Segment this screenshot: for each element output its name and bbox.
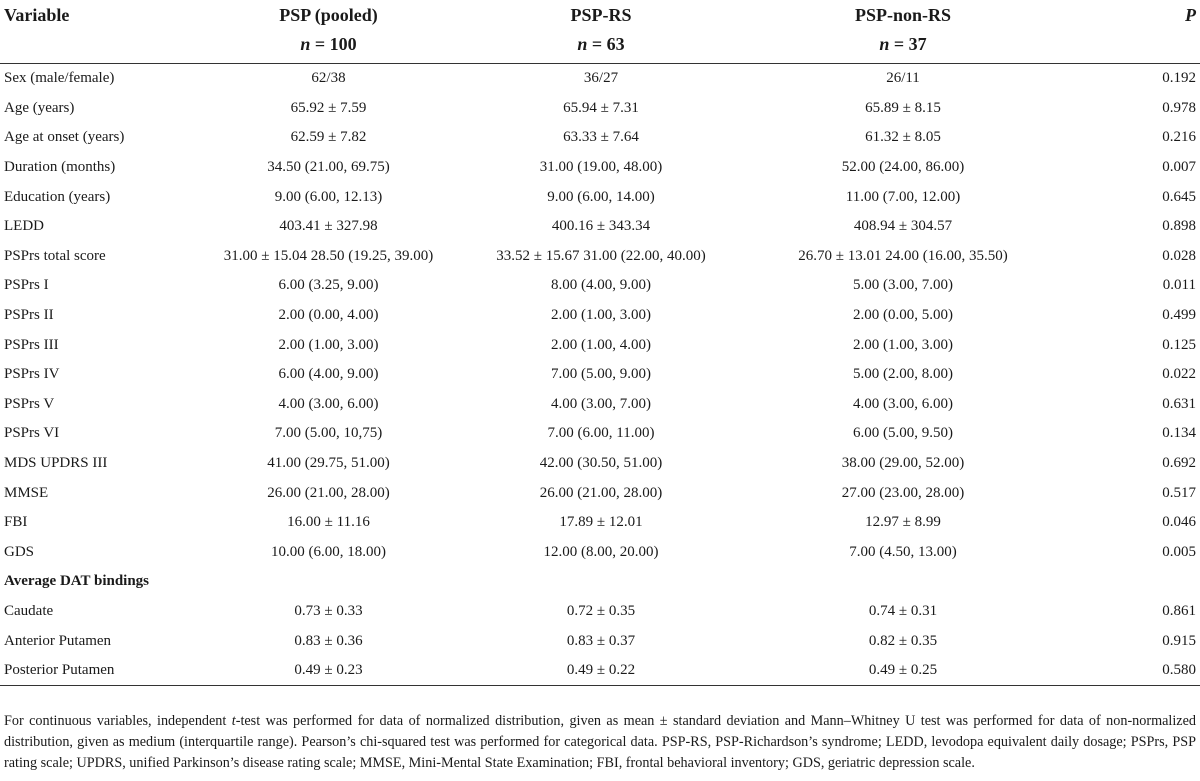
row-label: Anterior Putamen bbox=[4, 632, 112, 649]
group-n: n = 100 bbox=[300, 34, 357, 54]
cell-psp-pooled: 41.00 (29.75, 51.00) bbox=[267, 455, 390, 472]
cell-psp-pooled: 9.00 (6.00, 12.13) bbox=[274, 188, 383, 205]
cell-psp-non-rs: 2.00 (0.00, 5.00) bbox=[853, 307, 953, 324]
cell-psp-non-rs: 12.97 ± 8.99 bbox=[865, 514, 941, 531]
cell-psp-pooled: 34.50 (21.00, 69.75) bbox=[267, 159, 390, 176]
cell-psp-pooled: 16.00 ± 11.16 bbox=[287, 514, 370, 531]
cell-p-value: 0.915 bbox=[1162, 632, 1196, 649]
table-row bbox=[0, 182, 1200, 212]
group-n: n = 63 bbox=[577, 34, 625, 54]
cell-psp-non-rs: 0.82 ± 0.35 bbox=[868, 632, 938, 649]
table-row bbox=[0, 271, 1200, 301]
header-psp-rs bbox=[457, 0, 745, 64]
cell-psp-rs: 26.00 (21.00, 28.00) bbox=[539, 484, 663, 501]
table-row bbox=[0, 390, 1200, 420]
row-label: MMSE bbox=[4, 484, 49, 501]
cell-p-value: 0.898 bbox=[1162, 218, 1196, 235]
table-row bbox=[0, 330, 1200, 360]
cell-p-value: 0.216 bbox=[1162, 129, 1196, 146]
cell-p-value: 0.499 bbox=[1162, 307, 1196, 324]
cell-psp-non-rs: 0.49 ± 0.25 bbox=[745, 656, 1061, 686]
cell-psp-rs: 12.00 (8.00, 20.00) bbox=[543, 543, 659, 560]
table-footnote: For continuous variables, independent t-test was performed for data of normalized distribution, given as mean ± standard deviation and Mann–Whitney U test was performed for data of non-normalized distribution, given as medium (interquartile range). Pearson’s chi-squared test was performed for categorical data. PSP-RS, PSP-Richardson’s syndrome; LEDD, levodopa equivalent daily dosage; PSPrs, PSP rating scale; UPDRS, unified Parkinson’s disease rating scale; MMSE, Mini-Mental State Examination; FBI, frontal behavioral inventory; GDS, geriatric depression scale. bbox=[4, 713, 1196, 771]
table-row bbox=[0, 478, 1200, 508]
row-label: Sex (male/female) bbox=[4, 70, 115, 87]
cell-psp-rs: 17.89 ± 12.01 bbox=[559, 514, 643, 531]
cell-psp-pooled: 7.00 (5.00, 10,75) bbox=[274, 425, 383, 442]
cell-psp-rs: 42.00 (30.50, 51.00) bbox=[539, 455, 663, 472]
row-label: Age at onset (years) bbox=[4, 129, 125, 146]
cell-psp-pooled: 62/38 bbox=[311, 70, 346, 87]
row-label: PSPrs VI bbox=[4, 425, 60, 442]
group-n: n = 37 bbox=[879, 34, 927, 54]
group-name: PSP-non-RS bbox=[854, 5, 952, 25]
row-label: Age (years) bbox=[4, 99, 75, 116]
cell-psp-rs: 0.72 ± 0.35 bbox=[566, 602, 636, 619]
row-label: PSPrs I bbox=[4, 277, 49, 294]
cell-psp-non-rs: 61.32 ± 8.05 bbox=[865, 129, 941, 146]
cell-p-value: 0.028 bbox=[1162, 247, 1196, 264]
cell-p-value: 0.192 bbox=[1162, 70, 1196, 87]
cell-psp-pooled: 6.00 (4.00, 9.00) bbox=[278, 366, 379, 383]
cell-psp-rs: 0.49 ± 0.22 bbox=[457, 656, 745, 686]
cell-psp-non-rs: 38.00 (29.00, 52.00) bbox=[841, 455, 965, 472]
section-title: Average DAT bindings bbox=[4, 573, 150, 590]
cell-psp-non-rs: 26.70 ± 13.01 24.00 (16.00, 35.50) bbox=[798, 247, 1008, 264]
cell-p-value: 0.861 bbox=[1162, 602, 1196, 619]
table-row bbox=[0, 123, 1200, 153]
row-label: PSPrs III bbox=[4, 336, 59, 353]
cell-psp-rs: 9.00 (6.00, 14.00) bbox=[547, 188, 655, 205]
header-psp-non-rs bbox=[745, 0, 1061, 64]
row-label: PSPrs IV bbox=[4, 366, 60, 383]
cell-p-value: 0.125 bbox=[1162, 336, 1196, 353]
row-label: PSPrs V bbox=[4, 395, 55, 412]
cell-psp-rs: 7.00 (6.00, 11.00) bbox=[547, 425, 655, 442]
section-row bbox=[0, 567, 1200, 597]
cell-psp-rs: 4.00 (3.00, 7.00) bbox=[551, 395, 651, 412]
row-label: FBI bbox=[4, 514, 28, 531]
cell-psp-rs: 31.00 (19.00, 48.00) bbox=[539, 159, 663, 176]
cell-psp-non-rs: 27.00 (23.00, 28.00) bbox=[841, 484, 965, 501]
cell-psp-pooled: 62.59 ± 7.82 bbox=[290, 129, 367, 146]
table-body bbox=[0, 64, 1200, 686]
cell-p-value: 0.692 bbox=[1162, 455, 1196, 472]
row-label: Posterior Putamen bbox=[0, 656, 200, 686]
table-row bbox=[0, 626, 1200, 656]
header-psp-pooled bbox=[200, 0, 457, 64]
row-label: Education (years) bbox=[4, 188, 111, 205]
group-name: PSP (pooled) bbox=[279, 5, 378, 25]
cell-psp-rs: 400.16 ± 343.34 bbox=[551, 218, 651, 235]
table-row bbox=[0, 449, 1200, 479]
cell-psp-non-rs: 5.00 (2.00, 8.00) bbox=[853, 366, 953, 383]
cell-p-value: 0.011 bbox=[1162, 277, 1196, 294]
cell-psp-rs: 63.33 ± 7.64 bbox=[563, 129, 639, 146]
table-row bbox=[0, 360, 1200, 390]
cell-p-value: 0.645 bbox=[1162, 188, 1196, 205]
cell-psp-rs: 8.00 (4.00, 9.00) bbox=[551, 277, 651, 294]
cell-p-value: 0.134 bbox=[1162, 425, 1196, 442]
cell-psp-rs: 2.00 (1.00, 4.00) bbox=[551, 336, 651, 353]
table-row bbox=[0, 301, 1200, 331]
header-p-value: P bbox=[1061, 0, 1200, 64]
cell-p-value: 0.005 bbox=[1162, 543, 1196, 560]
cell-psp-non-rs: 7.00 (4.50, 13.00) bbox=[849, 543, 957, 560]
cell-psp-non-rs: 26/11 bbox=[886, 70, 920, 87]
cell-p-value: 0.631 bbox=[1162, 395, 1196, 412]
row-label: LEDD bbox=[4, 218, 44, 235]
cell-p-value: 0.517 bbox=[1162, 484, 1196, 501]
cell-psp-pooled: 2.00 (0.00, 4.00) bbox=[278, 307, 379, 324]
table-header bbox=[0, 0, 1200, 64]
header-variable: Variable bbox=[0, 0, 200, 64]
cell-psp-rs: 0.83 ± 0.37 bbox=[566, 632, 636, 649]
cell-psp-rs: 2.00 (1.00, 3.00) bbox=[551, 307, 651, 324]
cell-psp-non-rs: 4.00 (3.00, 6.00) bbox=[853, 395, 953, 412]
cell-psp-pooled: 403.41 ± 327.98 bbox=[279, 218, 378, 235]
cell-psp-pooled: 31.00 ± 15.04 28.50 (19.25, 39.00) bbox=[223, 247, 434, 264]
cell-psp-rs: 7.00 (5.00, 9.00) bbox=[551, 366, 651, 383]
cell-psp-pooled: 0.83 ± 0.36 bbox=[294, 632, 363, 649]
table-row bbox=[0, 419, 1200, 449]
table-row bbox=[0, 242, 1200, 272]
cell-psp-pooled: 6.00 (3.25, 9.00) bbox=[278, 277, 379, 294]
row-label: Duration (months) bbox=[4, 159, 116, 176]
cell-psp-pooled: 2.00 (1.00, 3.00) bbox=[278, 336, 379, 353]
cell-p-value: 0.007 bbox=[1162, 159, 1196, 176]
table-row bbox=[0, 656, 1200, 686]
cell-psp-rs: 33.52 ± 15.67 31.00 (22.00, 40.00) bbox=[496, 247, 706, 264]
cell-psp-non-rs: 408.94 ± 304.57 bbox=[853, 218, 953, 235]
row-label: Caudate bbox=[4, 602, 54, 619]
cell-psp-pooled: 4.00 (3.00, 6.00) bbox=[278, 395, 379, 412]
row-label: PSPrs total score bbox=[4, 247, 106, 264]
row-label: MDS UPDRS III bbox=[4, 455, 108, 472]
cell-psp-pooled: 10.00 (6.00, 18.00) bbox=[271, 543, 386, 560]
cell-p-value: 0.978 bbox=[1162, 99, 1196, 116]
cell-p-value: 0.580 bbox=[1061, 656, 1200, 686]
table-row bbox=[0, 538, 1200, 568]
cell-psp-rs: 65.94 ± 7.31 bbox=[563, 99, 639, 116]
cell-psp-pooled: 0.49 ± 0.23 bbox=[200, 656, 457, 686]
row-label: PSPrs II bbox=[4, 307, 54, 324]
cell-psp-non-rs: 2.00 (1.00, 3.00) bbox=[853, 336, 953, 353]
table-row bbox=[0, 508, 1200, 538]
cell-p-value: 0.022 bbox=[1162, 366, 1196, 383]
cell-psp-non-rs: 0.74 ± 0.31 bbox=[868, 602, 938, 619]
cell-psp-pooled: 65.92 ± 7.59 bbox=[290, 99, 367, 116]
group-name: PSP-RS bbox=[570, 5, 632, 25]
cell-psp-non-rs: 65.89 ± 8.15 bbox=[865, 99, 941, 116]
table-row bbox=[0, 212, 1200, 242]
row-label: GDS bbox=[4, 543, 35, 560]
cell-psp-pooled: 26.00 (21.00, 28.00) bbox=[267, 484, 390, 501]
cell-psp-rs: 36/27 bbox=[583, 70, 619, 87]
cell-p-value: 0.046 bbox=[1162, 514, 1196, 531]
cell-psp-non-rs: 11.00 (7.00, 12.00) bbox=[845, 188, 961, 205]
table-row bbox=[0, 64, 1200, 94]
table-row bbox=[0, 94, 1200, 124]
table-row bbox=[0, 153, 1200, 183]
cell-psp-non-rs: 52.00 (24.00, 86.00) bbox=[841, 159, 965, 176]
cell-psp-non-rs: 6.00 (5.00, 9.50) bbox=[853, 425, 953, 442]
cell-psp-non-rs: 5.00 (3.00, 7.00) bbox=[853, 277, 953, 294]
cell-psp-pooled: 0.73 ± 0.33 bbox=[294, 602, 363, 619]
table-row bbox=[0, 597, 1200, 627]
